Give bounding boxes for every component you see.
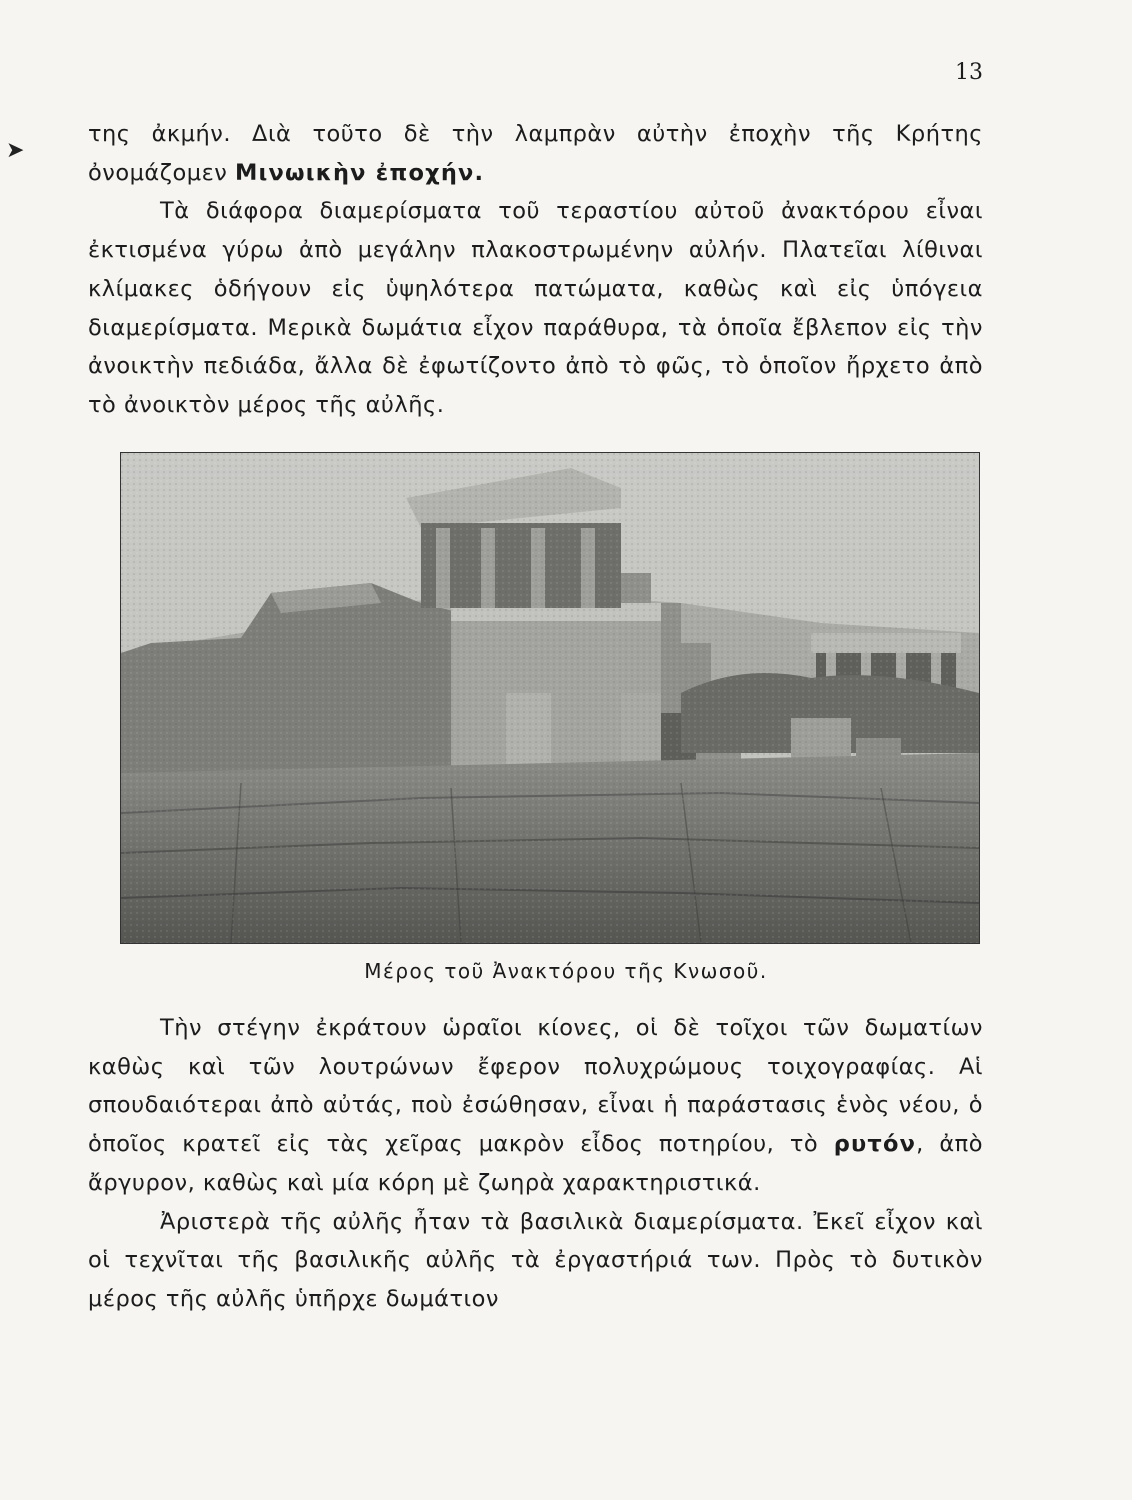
margin-arrow-icon: ➤ bbox=[6, 138, 25, 163]
body-text bbox=[88, 1009, 983, 1319]
paragraph-3-text-before: Τὴν στέγην ἐκράτουν ὡραῖοι κίονες, οἱ δὲ τοῖχοι τῶν δωματίων καθὼς καὶ τῶν λουτρώνων ἔφερον πολυχρώμους τοιχογραφίας. Αἱ σπουδαιότεραι ἀπὸ αὐτάς, ποὺ ἐσώθησαν, εἶναι ἡ παράστασις ἑνὸς νέου, ὁ ὁποῖος κρατεῖ εἰς τὰς χεῖρας μακρὸν εἶδος ποτηρίου, τὸ bbox=[88, 1015, 983, 1158]
palace-illustration bbox=[121, 453, 979, 943]
paragraph-2: Τὰ διάφορα διαμερίσματα τοῦ τεραστίου αὐτοῦ ἀνακτόρου εἶναι ἐκτισμένα γύρω ἀπὸ μεγάλην πλακοστρωμένην αὐλήν. Πλατεῖαι λίθιναι κλίμακες ὁδήγουν εἰς ὑψηλότερα πατώματα, καθὼς καὶ εἰς ὑπόγεια διαμερίσματα. Μερικὰ δωμάτια εἶχον παράθυρα, τὰ ὁποῖα ἔβλεπον εἰς τὴν ἀνοικτὴν πεδιάδα, ἄλλα δὲ ἐφωτίζοντο ἀπὸ τὸ φῶς, τὸ ὁποῖον ἤρχετο ἀπὸ τὸ ἀνοικτὸν μέρος τῆς αὐλῆς. bbox=[88, 198, 983, 418]
page-number: 13 bbox=[955, 60, 983, 85]
knossos-palace-photo bbox=[120, 452, 980, 944]
paragraph-1 bbox=[88, 115, 983, 192]
paragraph-4: Ἀριστερὰ τῆς αὐλῆς ἦταν τὰ βασιλικὰ διαμερίσματα. Ἐκεῖ εἶχον καὶ οἱ τεχνῖται τῆς βασιλικῆς αὐλῆς τὰ ἐργαστήριά των. Πρὸς τὸ δυτικὸν μέρος τῆς αὐλῆς ὑπῆρχε δωμάτιον bbox=[88, 1208, 983, 1312]
paragraph-3-text-after: , ἀπὸ ἄργυρον, καθὼς καὶ μία κόρη μὲ ζωηρὰ χαρακτηριστικά. bbox=[88, 1131, 983, 1196]
rhyton-term: ρυτόν bbox=[833, 1131, 917, 1158]
intro-text bbox=[88, 115, 983, 425]
paragraph-1-text: της ἀκμήν. Διὰ τοῦτο δὲ τὴν λαμπρὰν αὐτὴν ἐποχὴν τῆς Κρήτης ὀνομάζομεν bbox=[88, 121, 983, 186]
photo-caption: Μέρος τοῦ Ἀνακτόρου τῆς Κνωσοῦ. bbox=[364, 959, 768, 983]
minoan-era-term: Μινωικὴν ἐποχήν. bbox=[234, 159, 485, 186]
paragraph-3 bbox=[88, 1009, 983, 1203]
